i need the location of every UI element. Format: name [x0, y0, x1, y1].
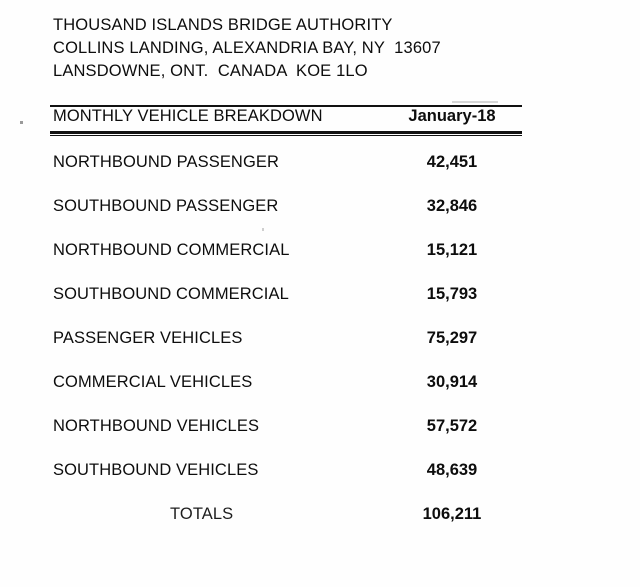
row-label: NORTHBOUND COMMERCIAL — [53, 241, 290, 259]
row-value: 42,451 — [426, 153, 478, 171]
totals-label: TOTALS — [170, 505, 234, 523]
column-header-breakdown: MONTHLY VEHICLE BREAKDOWN — [53, 107, 323, 125]
table-rule-bottom-thick — [50, 131, 522, 134]
scan-artifact-dot — [20, 121, 23, 124]
column-header-period: January-18 — [408, 107, 496, 125]
row-label: NORTHBOUND PASSENGER — [53, 153, 280, 171]
totals-value: 106,211 — [422, 505, 482, 523]
table-row-totals — [50, 505, 522, 549]
scan-artifact-smudge — [452, 101, 498, 103]
table-header-row — [50, 107, 522, 131]
table-rule-bottom-thin — [50, 135, 522, 136]
table-row — [50, 329, 522, 373]
row-label: COMMERCIAL VEHICLES — [53, 373, 253, 391]
row-value: 15,121 — [426, 241, 478, 259]
letterhead-line-address-us: COLLINS LANDING, ALEXANDRIA BAY, NY 13607 — [53, 39, 441, 57]
row-value: 30,914 — [426, 373, 478, 391]
vehicle-breakdown-table — [50, 105, 522, 549]
table-row — [50, 461, 522, 505]
table-row — [50, 197, 522, 241]
letterhead-line-authority: THOUSAND ISLANDS BRIDGE AUTHORITY — [53, 16, 393, 34]
letterhead-line-address-ca: LANSDOWNE, ONT. CANADA KOE 1LO — [53, 62, 368, 80]
table-row — [50, 153, 522, 197]
row-value: 57,572 — [426, 417, 478, 435]
row-label: SOUTHBOUND VEHICLES — [53, 461, 259, 479]
table-row — [50, 285, 522, 329]
table-row — [50, 373, 522, 417]
row-value: 75,297 — [426, 329, 478, 347]
row-value: 48,639 — [426, 461, 478, 479]
row-label: SOUTHBOUND COMMERCIAL — [53, 285, 289, 303]
scan-artifact-speck — [262, 228, 264, 231]
table-row — [50, 417, 522, 461]
row-value: 15,793 — [426, 285, 478, 303]
row-label: SOUTHBOUND PASSENGER — [53, 197, 279, 215]
table-body — [50, 153, 522, 549]
row-label: PASSENGER VEHICLES — [53, 329, 243, 347]
row-label: NORTHBOUND VEHICLES — [53, 417, 260, 435]
letterhead — [53, 14, 573, 83]
row-value: 32,846 — [426, 197, 478, 215]
table-row — [50, 241, 522, 285]
